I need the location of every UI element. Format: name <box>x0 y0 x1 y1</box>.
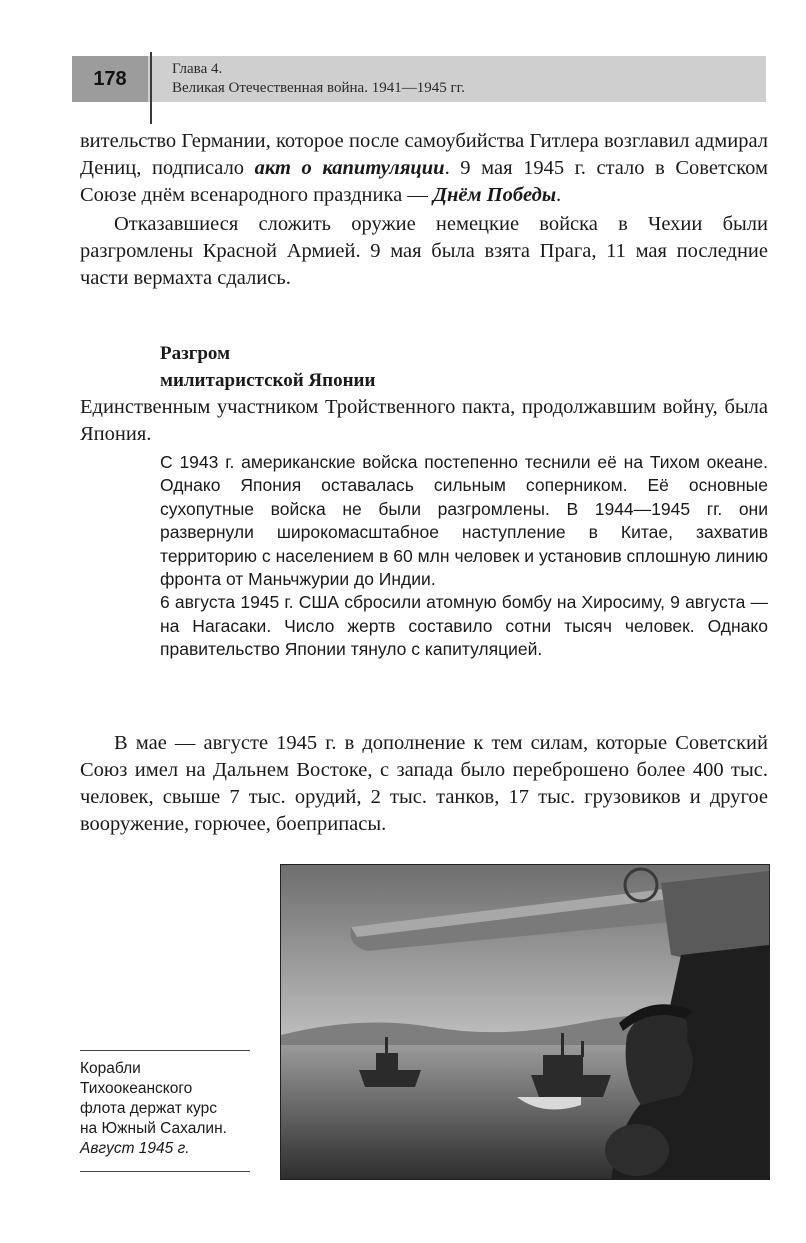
chapter-name: Великая Отечественная война. 1941—1945 гг. <box>172 80 465 96</box>
photo-pacific-fleet <box>280 864 770 1180</box>
photo-illustration <box>281 865 769 1179</box>
paragraph-1-text: вительство Германии, которое после самоубийства Гитлера возглавил адмирал Дениц, подписало <box>80 130 768 179</box>
section-heading-line-1: Разгром <box>160 343 231 364</box>
caption-line-1: Корабли <box>80 1060 141 1077</box>
caption-line-3: флота держат курс <box>80 1100 218 1117</box>
paragraph-1-text-3: . <box>556 184 562 206</box>
paragraph-4: В мае — августе 1945 г. в дополнение к тем силам, которые Советский Союз имел на Дальнем Востоке, с запада было переброшено более 400 тыс. человек, свыше 7 тыс. орудий, 2 тыс. танков, 17 тыс. грузовиков и другое вооружение, горючее, боеприпасы. <box>80 732 768 835</box>
inset-text <box>160 451 768 662</box>
caption-date: Август 1945 г. <box>80 1140 190 1157</box>
text-block-forces <box>80 730 768 838</box>
section-heading-line-2: милитаристской Японии <box>160 370 376 391</box>
paragraph-1 <box>80 128 768 209</box>
inset-paragraph-1: С 1943 г. американские войска постепенно теснили её на Тихом океане. Однако Япония оставалась сильным соперником. Её основные сухопутные войска не были разгромлены. В 1944—1945 гг. они развернули широкомасштабное наступление в Китае, захватив территорию с населением в 60 млн человек и установив сплошную линию фронта от Маньчжурии до Индии. <box>160 452 768 590</box>
section-heading <box>160 340 375 394</box>
caption-line-2: Тихоокеанского <box>80 1080 193 1097</box>
paragraph-2: Отказавшиеся сложить оружие немецкие войска в Чехии были разгромлены Красной Армией. 9 мая была взята Прага, 11 мая последние части вермахта сдались. <box>80 213 768 289</box>
chapter-number: Глава 4. <box>172 61 223 77</box>
page-number: 178 <box>72 56 148 102</box>
paragraph-1-text-2: . 9 мая 1945 г. стало в Советском Союзе днём всенародного праздника — <box>80 157 769 206</box>
text-block-japan <box>80 394 768 448</box>
photo-caption <box>80 1050 250 1172</box>
header-divider <box>150 52 152 124</box>
term-victory-day: Днём Победы <box>432 184 557 206</box>
chapter-title <box>172 60 465 98</box>
caption-line-4: на Южный Сахалин. <box>80 1120 227 1137</box>
text-block-top <box>80 128 768 292</box>
term-capitulation-act: акт о капитуляции <box>254 157 445 179</box>
inset-paragraph-2: 6 августа 1945 г. США сбросили атомную бомбу на Хиросиму, 9 августа — на Нагасаки. Число жертв составило сотни тысяч человек. Однако правительство Японии тянуло с капитуляцией. <box>160 592 768 660</box>
paragraph-3: Единственным участником Тройственного пакта, продолжавшим войну, была Япония. <box>80 396 768 445</box>
